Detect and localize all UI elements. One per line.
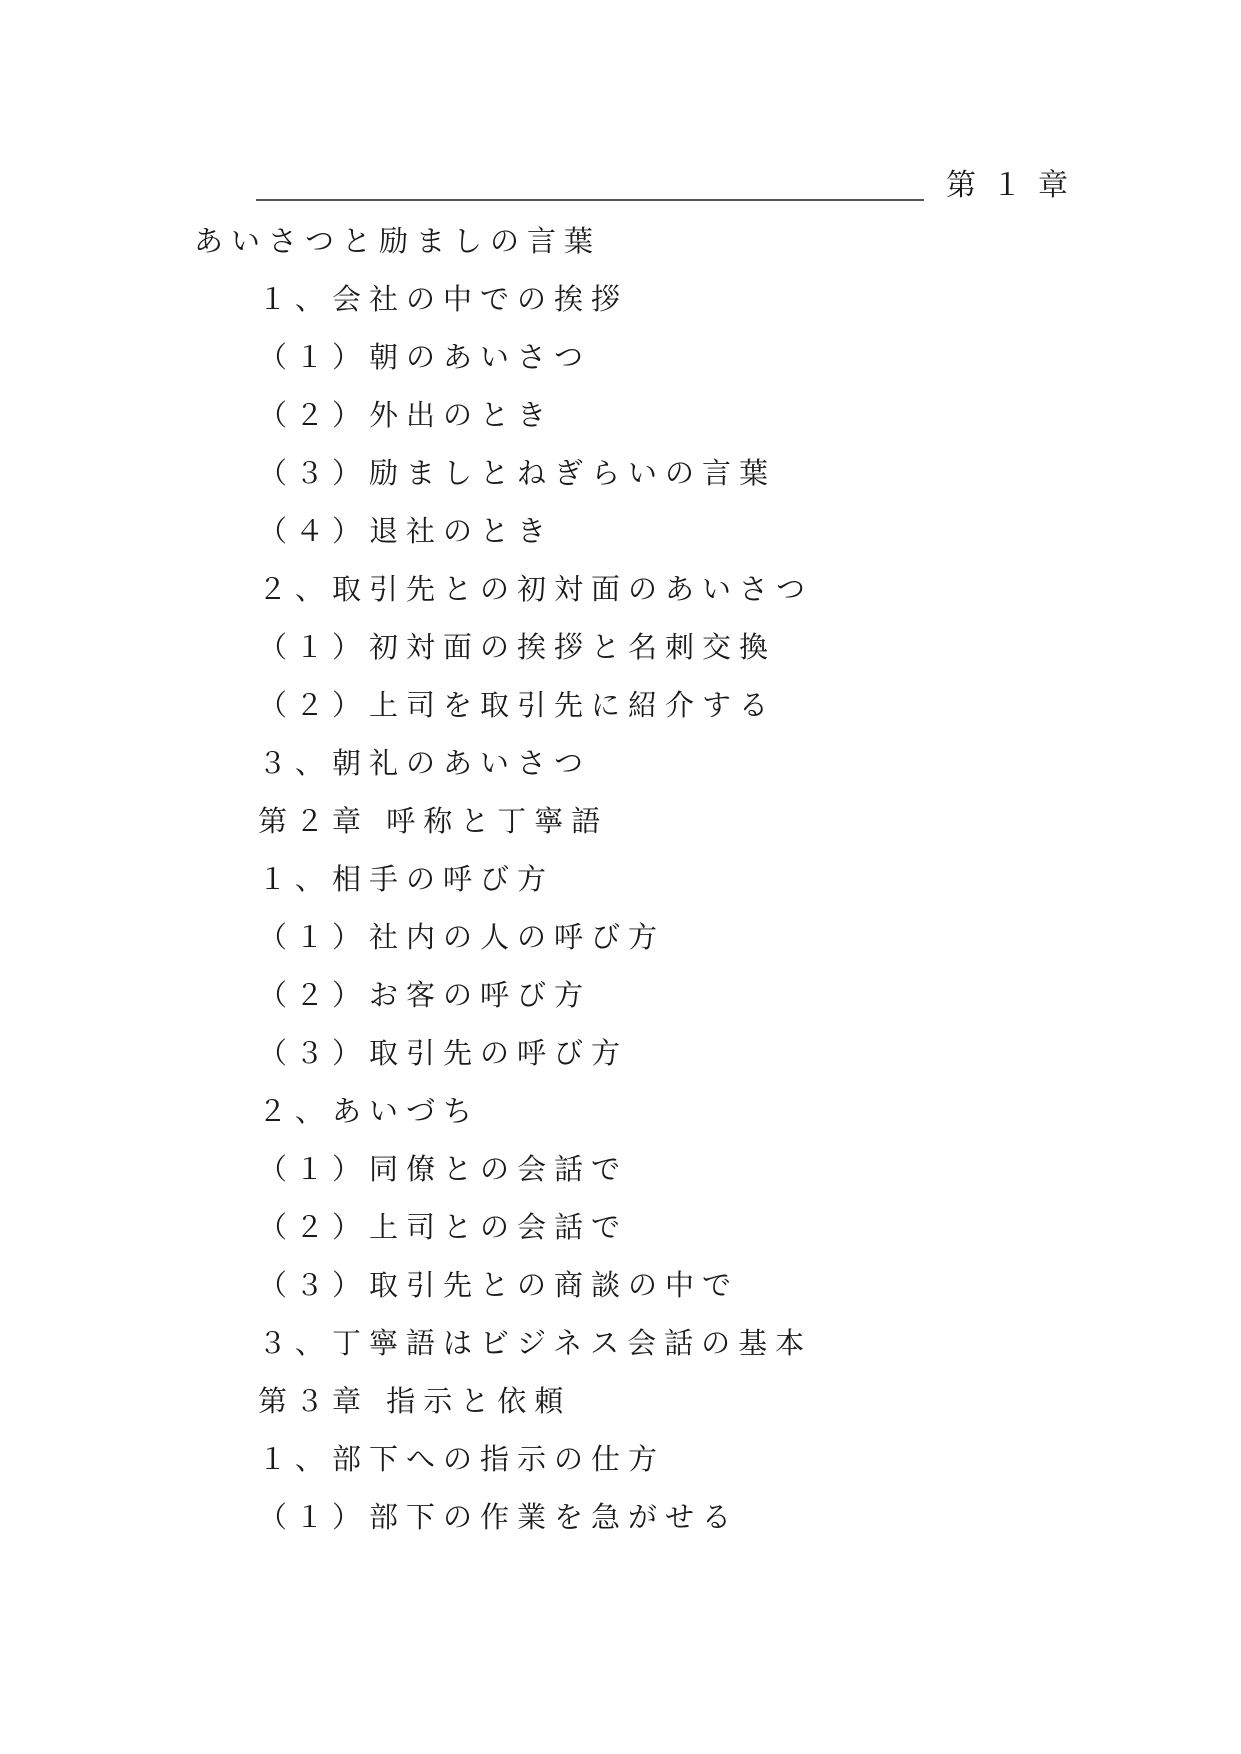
toc-subsection: （３）取引先の呼び方 (258, 1036, 629, 1070)
toc-section: １、相手の呼び方 (258, 862, 555, 896)
toc-chapter: 第３章 指示と依頼 (258, 1384, 572, 1418)
toc-section: １、部下への指示の仕方 (258, 1442, 666, 1476)
toc-subsection: （２）お客の呼び方 (258, 978, 592, 1012)
toc-section: １、会社の中での挨拶 (258, 282, 629, 316)
toc-section: ２、あいづち (258, 1094, 481, 1128)
toc-subsection: （２）上司との会話で (258, 1210, 629, 1244)
chapter-header: 第１章 (946, 168, 1084, 203)
toc-section: ３、朝礼のあいさつ (258, 746, 592, 780)
toc-subsection: （２）外出のとき (258, 398, 555, 432)
toc-heading: あいさつと励ましの言葉 (194, 224, 602, 258)
toc-subsection: （１）初対面の挨拶と名刺交換 (258, 630, 777, 664)
toc-subsection: （２）上司を取引先に紹介する (258, 688, 777, 722)
header-rule (256, 199, 924, 201)
toc-subsection: （１）部下の作業を急がせる (258, 1500, 740, 1534)
toc-subsection: （３）励ましとねぎらいの言葉 (258, 456, 777, 490)
toc-section: ２、取引先との初対面のあいさつ (258, 572, 814, 606)
toc-subsection: （１）社内の人の呼び方 (258, 920, 666, 954)
toc-section: ３、丁寧語はビジネス会話の基本 (258, 1326, 813, 1360)
toc-subsection: （１）同僚との会話で (258, 1152, 629, 1186)
toc-subsection: （３）取引先との商談の中で (258, 1268, 740, 1302)
toc-subsection: （１）朝のあいさつ (258, 340, 592, 374)
toc-subsection: （４）退社のとき (258, 514, 555, 548)
toc-chapter: 第２章 呼称と丁寧語 (258, 804, 609, 838)
